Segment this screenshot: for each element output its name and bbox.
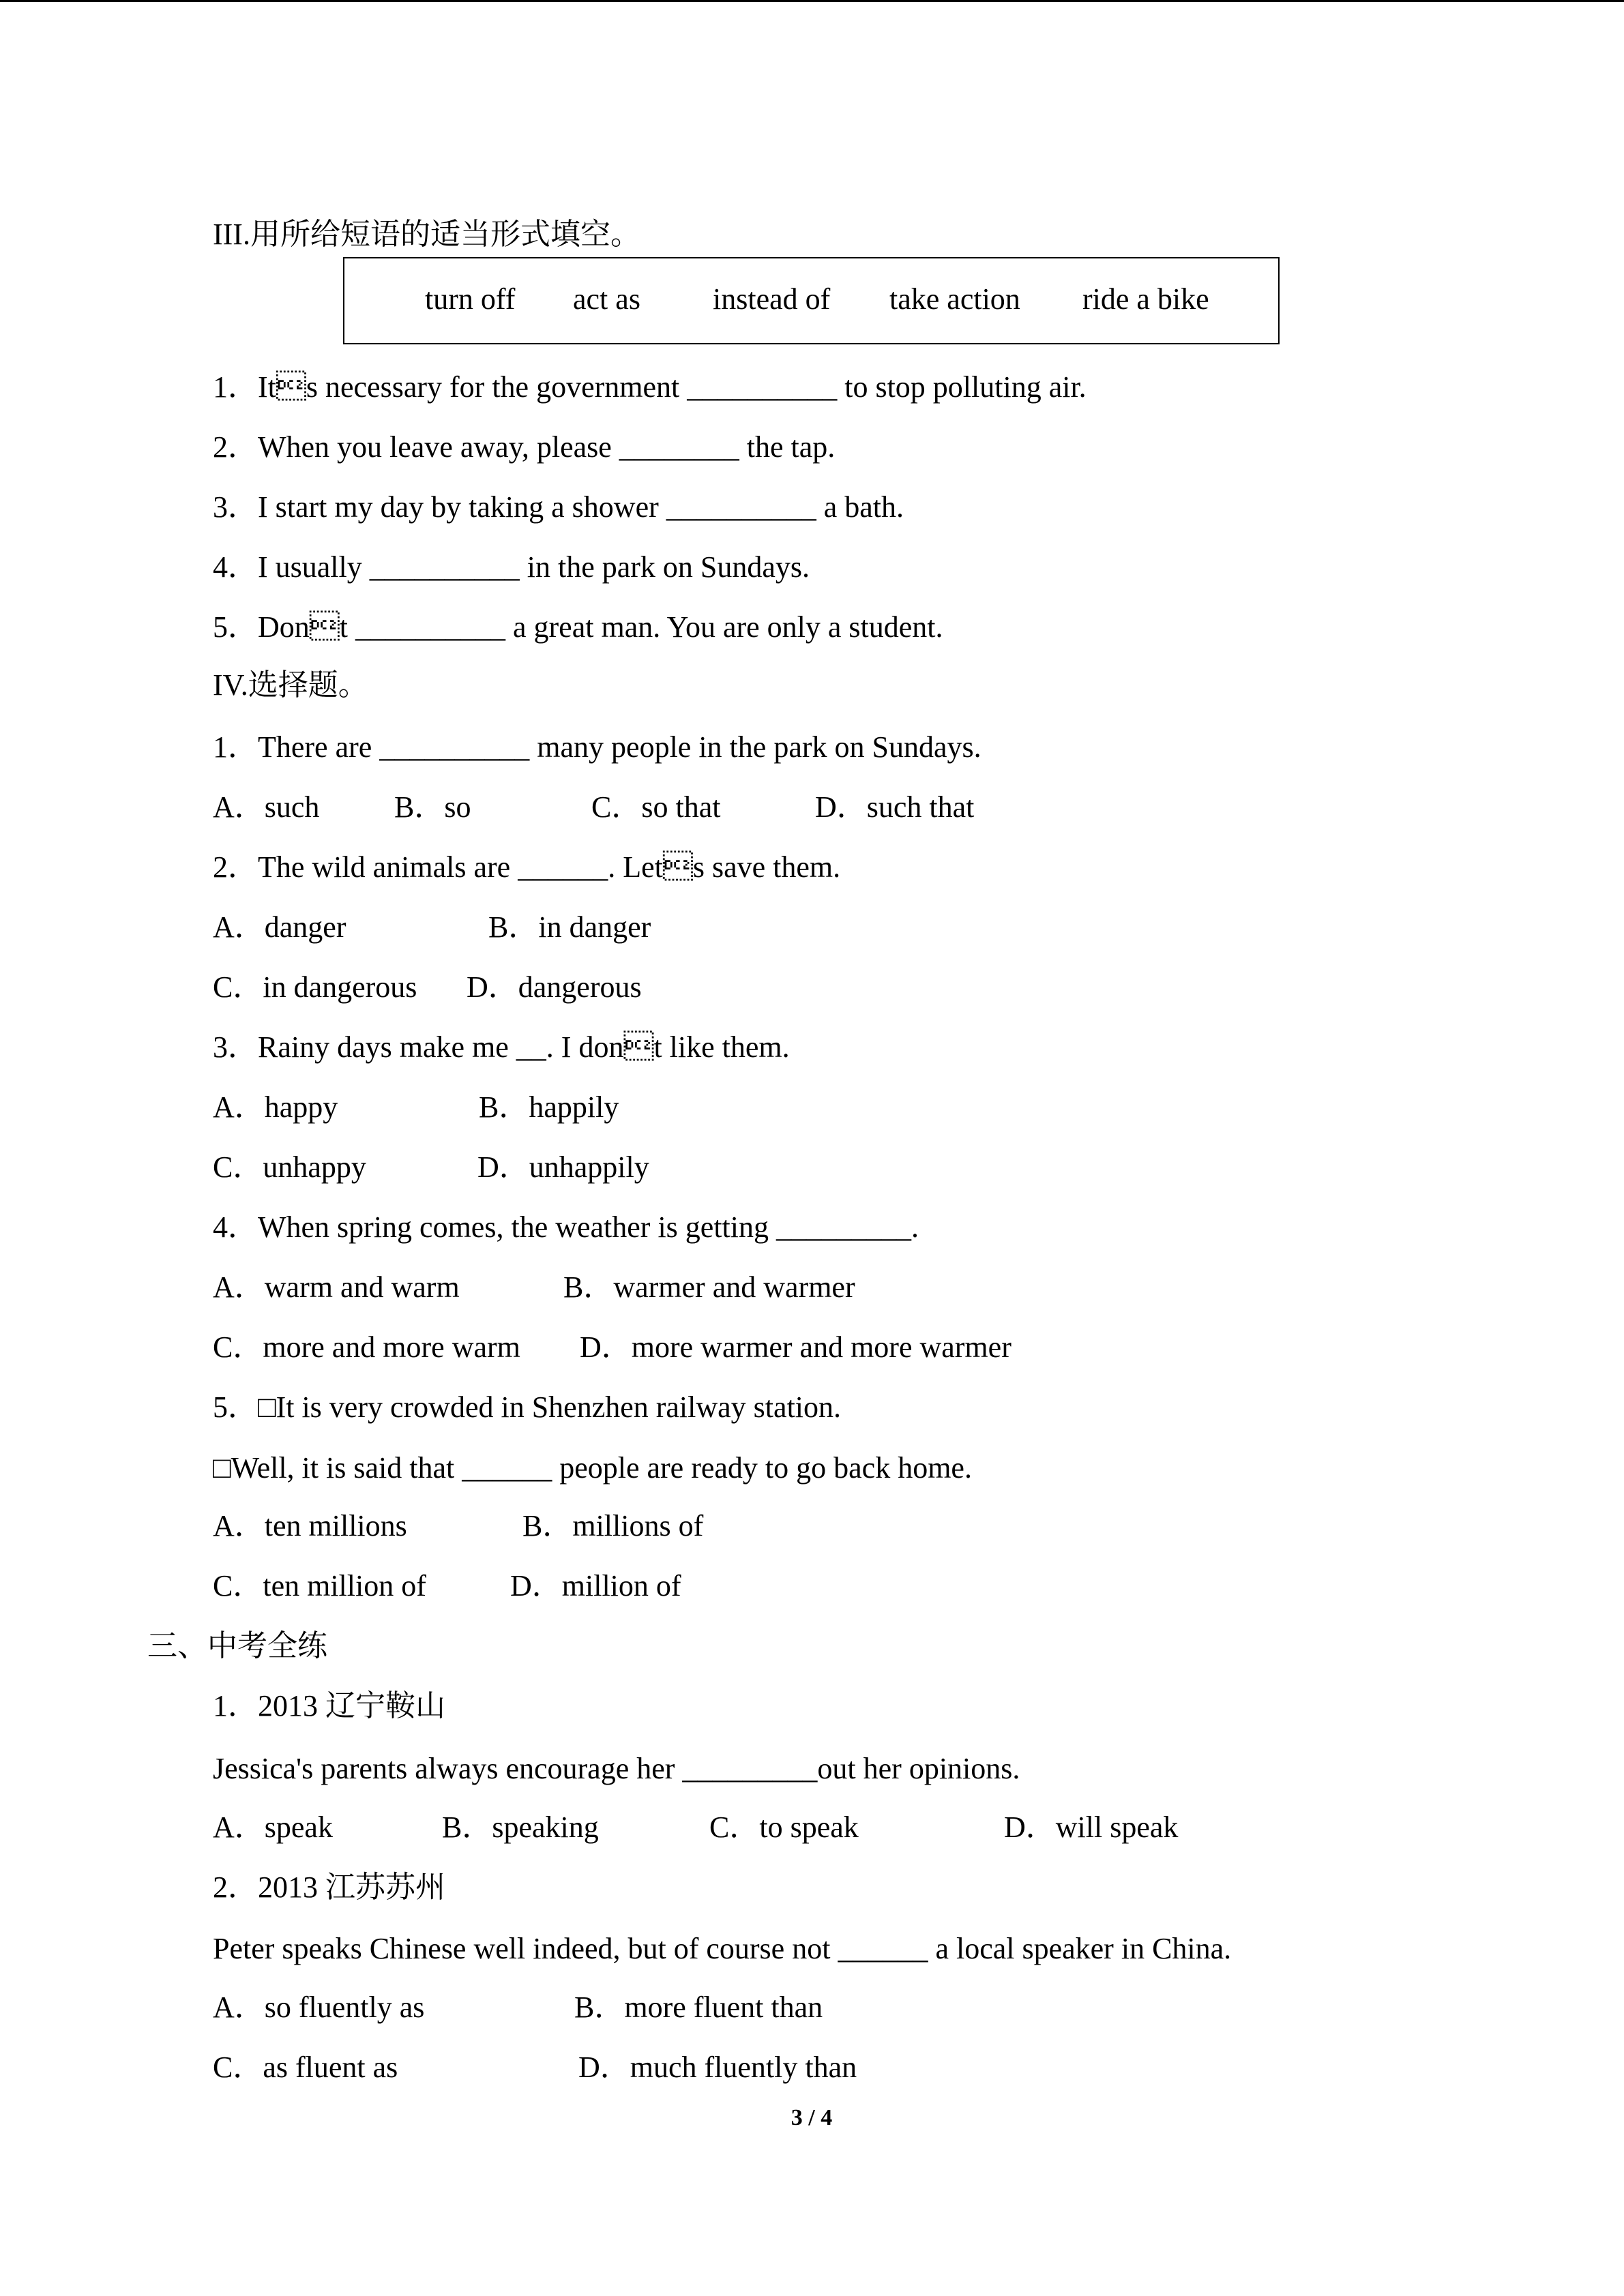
choice-q5-reply: □Well, it is said that ______ people are ready to go back home. [213,1451,972,1485]
choice-q2-stem: 2．The wild animals are ______. Lets save them. [213,850,841,884]
choice-q1-option-a: A．such [213,790,320,824]
exam-q1-option-c: C．to speak [709,1810,859,1844]
exam-q2-option-b: B．more fluent than [574,1991,823,2024]
choice-q5-option-d: D．million of [510,1569,681,1602]
fill-question-3: 3．I start my day by taking a shower __________ a bath. [213,490,904,524]
exam-q1-option-b: B．speaking [442,1810,599,1844]
exam-q2-stem: Peter speaks Chinese well indeed, but of course not ______ a local speaker in China. [213,1932,1232,1965]
choice-q2-option-d: D．dangerous [467,970,642,1004]
exam-q2-option-a: A．so fluently as [213,1991,425,2024]
choice-q4-option-a: A．warm and warm [213,1270,460,1304]
fill-question-4: 4．I usually __________ in the park on Sundays. [213,550,810,584]
exam-q1-source: 1．2013 辽宁鞍山 [213,1689,445,1723]
exam-q2-option-c: C．as fluent as [213,2051,398,2084]
choice-q1-option-c: C．so that [591,790,721,824]
choice-q1-option-d: D．such that [815,790,975,824]
choice-q5-option-b: B．millions of [522,1509,704,1542]
exam-q1-option-a: A．speak [213,1810,333,1844]
choice-q4-option-b: B．warmer and warmer [563,1270,855,1304]
choice-q2-option-c: C．in dangerous [213,970,417,1004]
choice-q3-option-b: B．happily [479,1090,619,1124]
choice-q3-option-a: A．happy [213,1090,338,1124]
choice-q2-option-b: B．in danger [488,910,651,944]
choice-q5-option-c: C．ten million of [213,1569,426,1602]
phrase-2: act as [573,282,640,316]
choice-q4-stem: 4．When spring comes, the weather is getting _________. [213,1210,919,1244]
exam-q2-option-d: D．much fluently than [578,2051,857,2084]
fill-question-5: 5．Dont __________ a great man. You are only a student. [213,610,943,644]
page-top-border [0,0,1624,2]
choice-q1-stem: 1．There are __________ many people in the park on Sundays. [213,730,981,764]
phrase-1: turn off [425,282,516,316]
choice-q2-option-a: A．danger [213,910,346,944]
choice-q5-option-a: A．ten millions [213,1509,407,1542]
exam-q1-stem: Jessica's parents always encourage her _________out her opinions. [213,1752,1020,1785]
choice-q3-stem: 3．Rainy days make me __. I dont like them. [213,1030,790,1064]
fill-question-2: 2．When you leave away, please ________ the tap. [213,430,836,464]
choice-q1-option-b: B．so [394,790,471,824]
phrase-3: instead of [713,282,831,316]
page-number: 3 / 4 [791,2105,833,2130]
phrase-5: ride a bike [1082,282,1209,316]
exam-section-title: 三、中考全练 [147,1629,327,1663]
exam-q2-source: 2．2013 江苏苏州 [213,1870,445,1904]
choice-q3-option-d: D．unhappily [477,1150,649,1184]
choice-q3-option-c: C．unhappy [213,1150,366,1184]
phrase-box [343,257,1280,344]
section-iv-title: IV.选择题。 [213,668,368,702]
phrase-4: take action [889,282,1020,316]
choice-q5-stem: 5．□It is very crowded in Shenzhen railway station. [213,1390,842,1424]
fill-question-1: 1．Its necessary for the government __________ to stop polluting air. [213,370,1087,404]
choice-q4-option-d: D．more warmer and more warmer [580,1330,1012,1364]
section-iii-title: III.用所给短语的适当形式填空。 [213,218,640,251]
choice-q4-option-c: C．more and more warm [213,1330,520,1364]
exam-q1-option-d: D．will speak [1004,1810,1179,1844]
